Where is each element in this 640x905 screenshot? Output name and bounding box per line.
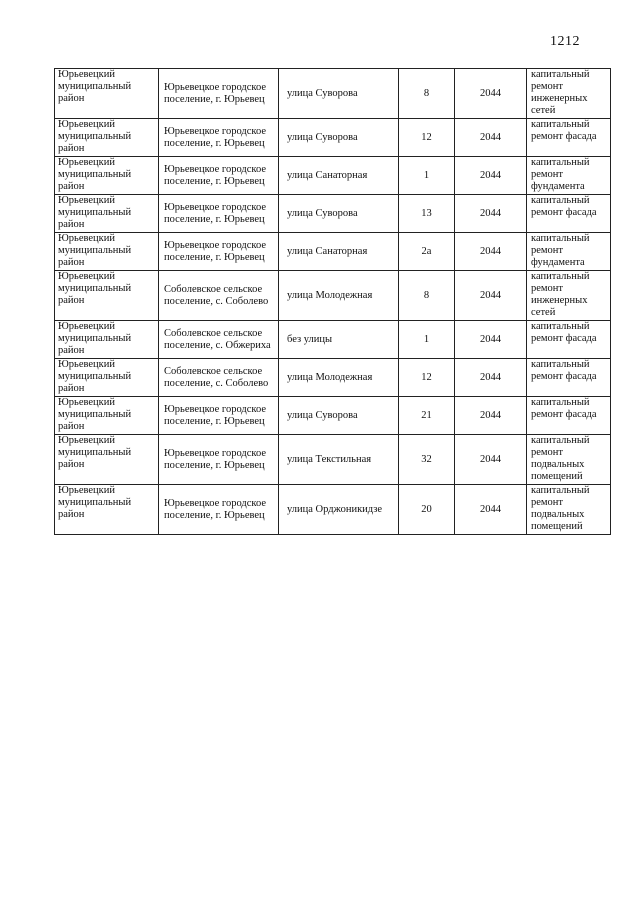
settlement-cell (159, 157, 279, 195)
settlement-cell (159, 435, 279, 485)
street-cell-text: улица Молодежная (287, 371, 373, 383)
year-cell (455, 195, 527, 233)
year-cell (455, 119, 527, 157)
house-number-cell-text: 2а (421, 245, 432, 257)
work-type-cell-text: капитальный ремонт фундамента (531, 233, 590, 268)
district-cell-text: Юрьевецкий муниципальный район (58, 435, 132, 470)
settlement-cell-text: Соболевское сельское поселение, с. Соболево (164, 365, 269, 389)
settlement-cell-text: Юрьевецкое городское поселение, г. Юрьевец (164, 81, 267, 105)
settlement-cell (159, 195, 279, 233)
district-cell (55, 485, 159, 535)
work-type-cell-text: капитальный ремонт фундамента (531, 157, 590, 192)
house-number-cell-text: 13 (421, 207, 432, 219)
street-cell-text: улица Орджоникидзе (287, 503, 383, 515)
district-cell (55, 359, 159, 397)
street-cell-text: улица Суворова (287, 409, 358, 421)
work-type-cell (527, 321, 611, 359)
street-cell-text: без улицы (287, 333, 333, 345)
street-cell (279, 321, 399, 359)
year-cell (455, 157, 527, 195)
district-cell-text: Юрьевецкий муниципальный район (58, 233, 132, 268)
work-type-cell (527, 435, 611, 485)
house-number-cell (399, 195, 455, 233)
house-number-cell (399, 233, 455, 271)
house-number-cell-text: 1 (423, 333, 430, 345)
district-cell-text: Юрьевецкий муниципальный район (58, 271, 132, 306)
work-type-cell (527, 359, 611, 397)
table-row (55, 157, 611, 195)
house-number-cell-text: 20 (421, 503, 432, 515)
table-row (55, 119, 611, 157)
work-type-cell (527, 233, 611, 271)
year-cell-text: 2044 (480, 245, 501, 257)
settlement-cell (159, 485, 279, 535)
district-cell-text: Юрьевецкий муниципальный район (58, 321, 132, 356)
house-number-cell-text: 8 (423, 289, 430, 301)
year-cell-text: 2044 (480, 131, 501, 143)
house-number-cell-text: 21 (421, 409, 432, 421)
work-type-cell (527, 119, 611, 157)
work-type-cell-text: капитальный ремонт подвальных помещений (531, 435, 590, 482)
street-cell-text: улица Санаторная (287, 169, 368, 181)
district-cell (55, 69, 159, 119)
year-cell-text: 2044 (480, 453, 501, 465)
settlement-cell (159, 397, 279, 435)
district-cell (55, 157, 159, 195)
settlement-cell (159, 119, 279, 157)
district-cell (55, 195, 159, 233)
district-cell (55, 233, 159, 271)
year-cell-text: 2044 (480, 409, 501, 421)
district-cell-text: Юрьевецкий муниципальный район (58, 157, 132, 192)
work-type-cell (527, 485, 611, 535)
street-cell-text: улица Текстильная (287, 453, 372, 465)
street-cell-text: улица Молодежная (287, 289, 373, 301)
house-number-cell (399, 435, 455, 485)
table-body (55, 69, 611, 535)
district-cell-text: Юрьевецкий муниципальный район (58, 119, 132, 154)
table-row (55, 69, 611, 119)
district-cell-text: Юрьевецкий муниципальный район (58, 359, 132, 394)
house-number-cell (399, 157, 455, 195)
settlement-cell-text: Соболевское сельское поселение, с. Обжериха (164, 327, 271, 351)
street-cell (279, 233, 399, 271)
district-cell-text: Юрьевецкий муниципальный район (58, 485, 132, 520)
settlement-cell-text: Юрьевецкое городское поселение, г. Юрьевец (164, 125, 267, 149)
street-cell (279, 435, 399, 485)
district-cell-text: Юрьевецкий муниципальный район (58, 69, 132, 104)
year-cell-text: 2044 (480, 371, 501, 383)
year-cell (455, 435, 527, 485)
settlement-cell (159, 359, 279, 397)
year-cell-text: 2044 (480, 169, 501, 181)
work-type-cell-text: капитальный ремонт фасада (531, 397, 597, 420)
table-row (55, 321, 611, 359)
repair-schedule-table (54, 68, 611, 535)
year-cell (455, 359, 527, 397)
settlement-cell (159, 69, 279, 119)
table-row (55, 233, 611, 271)
district-cell-text: Юрьевецкий муниципальный район (58, 397, 132, 432)
year-cell (455, 321, 527, 359)
district-cell (55, 435, 159, 485)
settlement-cell-text: Юрьевецкое городское поселение, г. Юрьевец (164, 497, 267, 521)
table-row (55, 359, 611, 397)
street-cell-text: улица Суворова (287, 131, 358, 143)
district-cell (55, 321, 159, 359)
settlement-cell-text: Соболевское сельское поселение, с. Соболево (164, 283, 269, 307)
work-type-cell-text: капитальный ремонт инженерных сетей (531, 271, 590, 318)
work-type-cell (527, 69, 611, 119)
street-cell (279, 485, 399, 535)
district-cell (55, 271, 159, 321)
work-type-cell-text: капитальный ремонт фасада (531, 119, 597, 142)
year-cell (455, 271, 527, 321)
street-cell (279, 397, 399, 435)
settlement-cell-text: Юрьевецкое городское поселение, г. Юрьевец (164, 403, 267, 427)
street-cell-text: улица Суворова (287, 207, 358, 219)
house-number-cell-text: 8 (423, 87, 430, 99)
district-cell-text: Юрьевецкий муниципальный район (58, 195, 132, 230)
street-cell (279, 271, 399, 321)
work-type-cell-text: капитальный ремонт фасада (531, 195, 597, 218)
street-cell (279, 359, 399, 397)
table-row (55, 397, 611, 435)
house-number-cell-text: 32 (421, 453, 432, 465)
work-type-cell (527, 157, 611, 195)
year-cell-text: 2044 (480, 333, 501, 345)
settlement-cell (159, 233, 279, 271)
street-cell (279, 119, 399, 157)
house-number-cell-text: 12 (421, 371, 432, 383)
year-cell (455, 69, 527, 119)
work-type-cell-text: капитальный ремонт фасада (531, 359, 597, 382)
house-number-cell (399, 485, 455, 535)
table-row (55, 271, 611, 321)
street-cell (279, 69, 399, 119)
settlement-cell-text: Юрьевецкое городское поселение, г. Юрьевец (164, 163, 267, 187)
street-cell (279, 195, 399, 233)
district-cell (55, 397, 159, 435)
settlement-cell-text: Юрьевецкое городское поселение, г. Юрьевец (164, 239, 267, 263)
page-number: 1212 (550, 34, 580, 49)
street-cell-text: улица Суворова (287, 87, 358, 99)
settlement-cell-text: Юрьевецкое городское поселение, г. Юрьевец (164, 201, 267, 225)
year-cell (455, 485, 527, 535)
year-cell (455, 397, 527, 435)
house-number-cell (399, 397, 455, 435)
house-number-cell (399, 69, 455, 119)
work-type-cell-text: капитальный ремонт инженерных сетей (531, 69, 590, 116)
settlement-cell (159, 321, 279, 359)
table-row (55, 195, 611, 233)
year-cell-text: 2044 (480, 87, 501, 99)
house-number-cell (399, 359, 455, 397)
house-number-cell (399, 119, 455, 157)
work-type-cell-text: капитальный ремонт подвальных помещений (531, 485, 590, 532)
street-cell-text: улица Санаторная (287, 245, 368, 257)
work-type-cell (527, 397, 611, 435)
table-row (55, 485, 611, 535)
year-cell (455, 233, 527, 271)
settlement-cell (159, 271, 279, 321)
work-type-cell (527, 195, 611, 233)
house-number-cell (399, 321, 455, 359)
table-row (55, 435, 611, 485)
year-cell-text: 2044 (480, 289, 501, 301)
work-type-cell-text: капитальный ремонт фасада (531, 321, 597, 344)
district-cell (55, 119, 159, 157)
house-number-cell-text: 1 (423, 169, 430, 181)
settlement-cell-text: Юрьевецкое городское поселение, г. Юрьевец (164, 447, 267, 471)
street-cell (279, 157, 399, 195)
work-type-cell (527, 271, 611, 321)
year-cell-text: 2044 (480, 503, 501, 515)
year-cell-text: 2044 (480, 207, 501, 219)
house-number-cell-text: 12 (421, 131, 432, 143)
house-number-cell (399, 271, 455, 321)
